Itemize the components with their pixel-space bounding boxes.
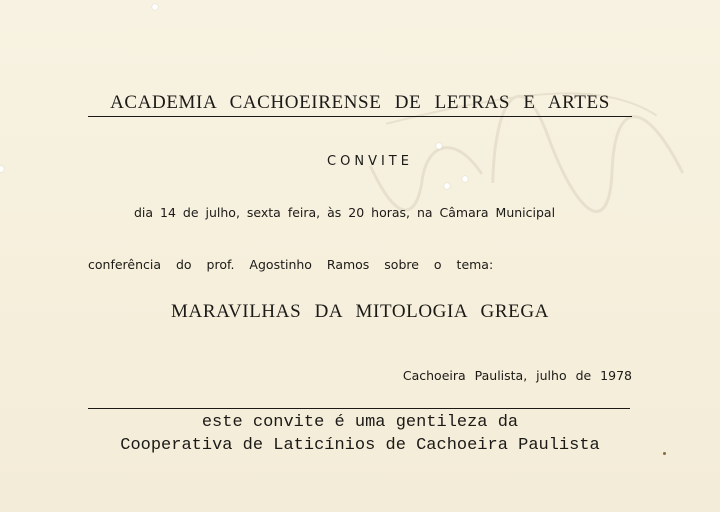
- invitation-title: CONVITE: [327, 154, 413, 169]
- lecture-theme: MARAVILHAS DA MITOLOGIA GREGA: [171, 301, 549, 322]
- courtesy-line-1: este convite é uma gentileza da: [201, 413, 519, 432]
- lecture-details-line: conferência do prof. Agostinho Ramos sobre o tema:: [88, 257, 494, 272]
- punch-mark-middle-2: [444, 183, 450, 189]
- academy-heading: ACADEMIA CACHOEIRENSE DE LETRAS E ARTES: [110, 92, 610, 113]
- courtesy-line-2: Cooperativa de Laticínios de Cachoeira Paulista: [120, 436, 600, 455]
- heading-underline: [88, 116, 632, 117]
- footer-divider: [88, 408, 630, 409]
- punch-mark-middle: [436, 143, 442, 149]
- punch-mark-middle-3: [462, 176, 468, 182]
- ink-speck: [663, 452, 666, 455]
- place-and-date: Cachoeira Paulista, julho de 1978: [402, 368, 632, 383]
- event-details-line: dia 14 de julho, sexta feira, às 20 horas, na Câmara Municipal: [134, 205, 556, 220]
- punch-mark-top: [152, 4, 158, 10]
